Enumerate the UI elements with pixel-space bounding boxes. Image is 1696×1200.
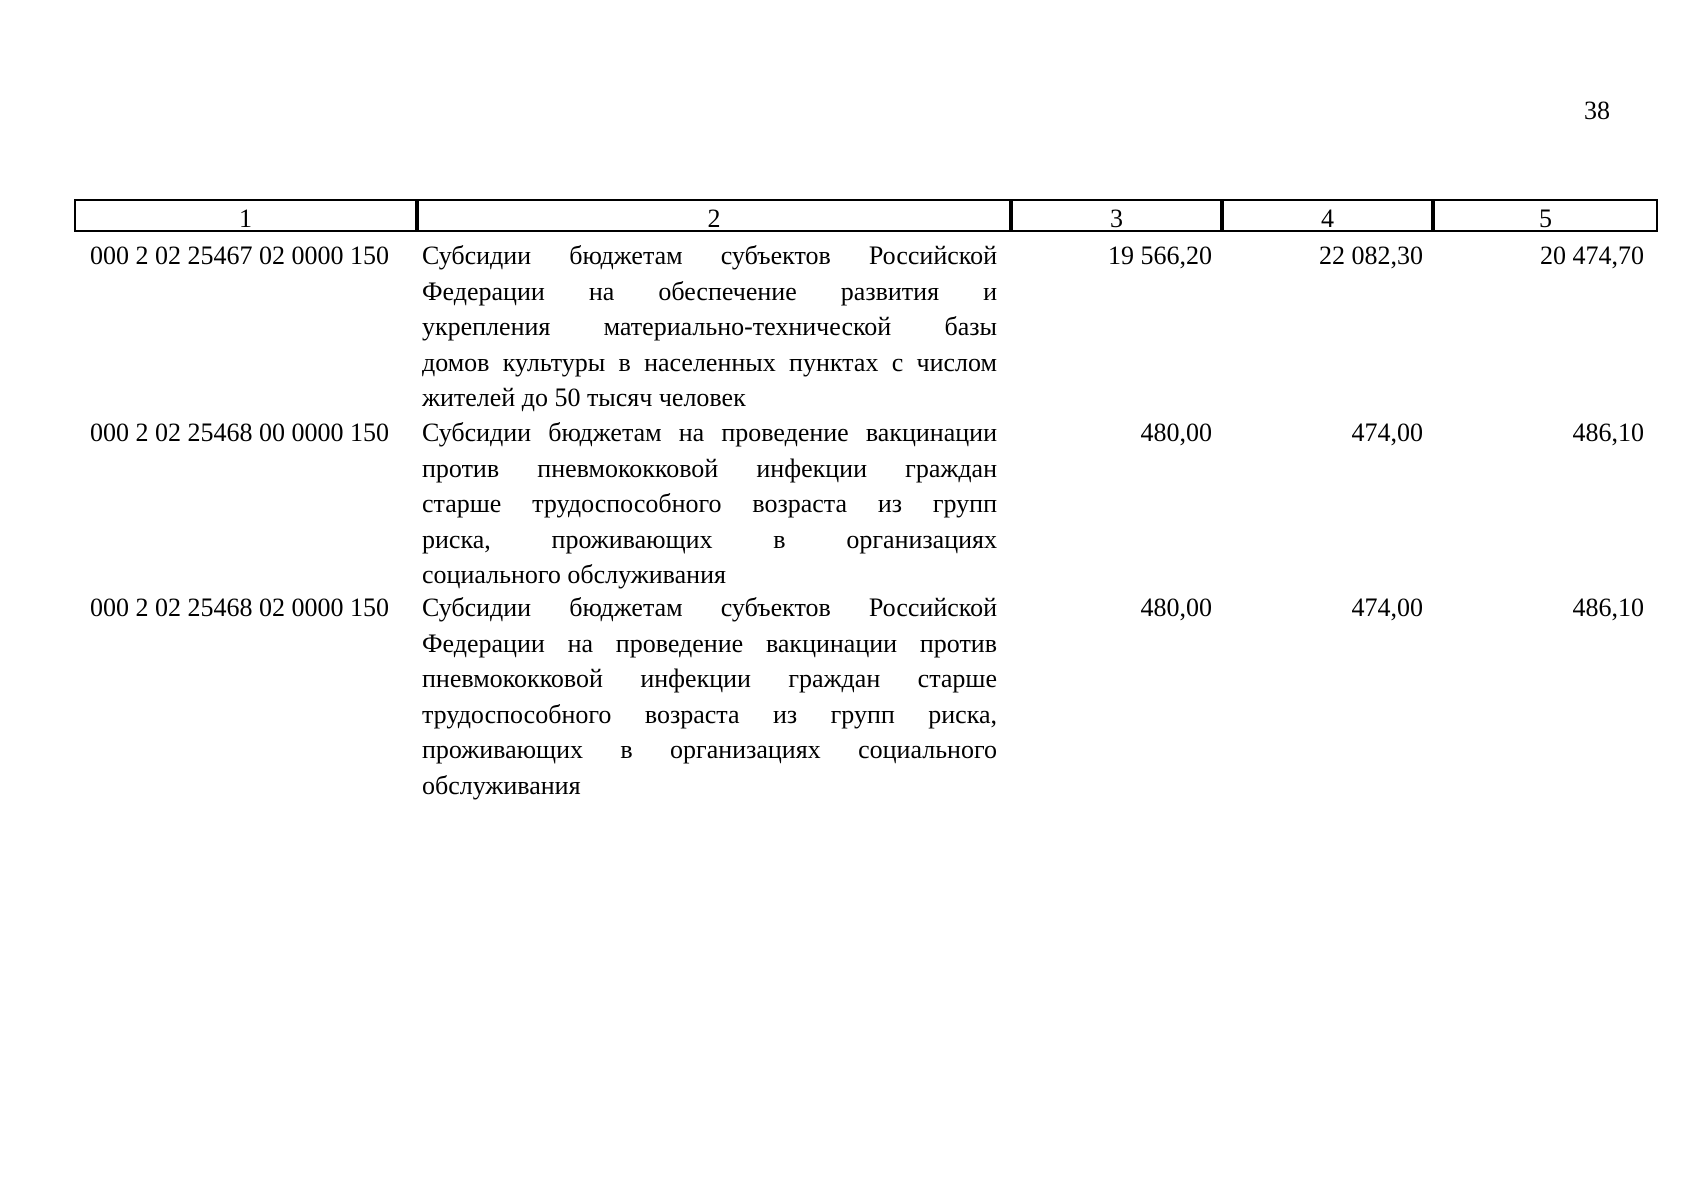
description-line: риска, проживающих в организациях [422, 524, 997, 554]
row-description [422, 415, 997, 593]
amount-col5: 486,10 [1572, 418, 1644, 447]
header-cell-5: 5 [1433, 199, 1658, 232]
amount-col3: 480,00 [1140, 593, 1212, 622]
amount-col4: 22 082,30 [1319, 241, 1423, 270]
row-description [422, 238, 997, 416]
description-line: Федерации на проведение вакцинации против [422, 628, 997, 658]
description-line: проживающих в организациях социального [422, 735, 997, 764]
description-line: социального обслуживания [422, 560, 726, 589]
header-cell-1: 1 [74, 199, 417, 232]
header-cell-3: 3 [1011, 199, 1222, 232]
amount-col5: 486,10 [1572, 593, 1644, 622]
budget-code: 000 2 02 25467 02 0000 150 [90, 241, 389, 270]
header-cell-2: 2 [417, 199, 1011, 232]
amount-col4: 474,00 [1351, 593, 1423, 622]
description-line: пневмококковой инфекции граждан старше [422, 664, 997, 693]
row-description [422, 590, 997, 803]
description-line: Субсидии бюджетам на проведение вакцинации [422, 418, 997, 447]
amount-col3: 19 566,20 [1108, 241, 1212, 270]
description-line: Субсидии бюджетам субъектов Российской [422, 593, 997, 622]
description-line: трудоспособного возраста из групп риска, [422, 699, 997, 729]
description-line: против пневмококковой инфекции граждан [422, 453, 997, 483]
description-line: укрепления материально-технической базы [422, 312, 997, 341]
description-line: жителей до 50 тысяч человек [422, 383, 746, 412]
budget-code: 000 2 02 25468 00 0000 150 [90, 418, 389, 447]
header-cell-4: 4 [1222, 199, 1433, 232]
description-line: домов культуры в населенных пунктах с числом [422, 347, 997, 377]
page-number: 38 [1584, 96, 1610, 125]
amount-col3: 480,00 [1140, 418, 1212, 447]
amount-col4: 474,00 [1351, 418, 1423, 447]
description-line: обслуживания [422, 770, 581, 800]
description-line: старше трудоспособного возраста из групп [422, 489, 997, 518]
description-line: Федерации на обеспечение развития и [422, 276, 997, 306]
amount-col5: 20 474,70 [1540, 241, 1644, 270]
description-line: Субсидии бюджетам субъектов Российской [422, 241, 997, 270]
budget-code: 000 2 02 25468 02 0000 150 [90, 593, 389, 622]
